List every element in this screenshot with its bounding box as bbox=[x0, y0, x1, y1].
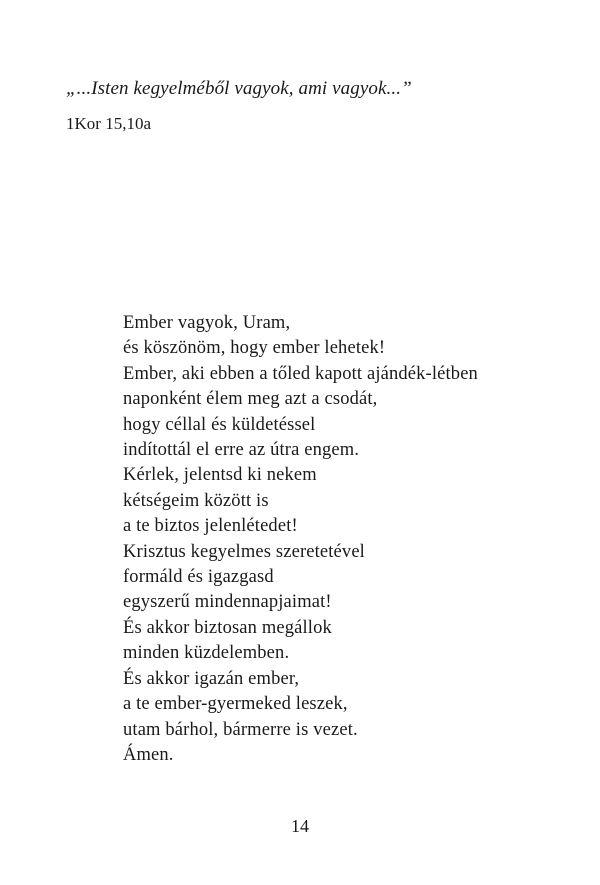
prayer-line: Kérlek, jelentsd ki nekem bbox=[123, 465, 317, 486]
prayer-line: és köszönöm, hogy ember lehetek! bbox=[123, 338, 386, 359]
prayer-line: kétségeim között is bbox=[123, 490, 269, 511]
prayer-line: naponként élem meg azt a csodát, bbox=[123, 389, 378, 410]
prayer-line: Ember vagyok, Uram, bbox=[123, 313, 291, 333]
prayer-text bbox=[123, 311, 563, 768]
prayer-line: Ember, aki ebben a tőled kapott ajándék-létben bbox=[123, 363, 478, 384]
epigraph-quote: „...Isten kegyelméből vagyok, ami vagyok...” bbox=[66, 78, 412, 99]
epigraph-reference: 1Kor 15,10a bbox=[66, 114, 151, 133]
prayer-line: indítottál el erre az útra engem. bbox=[123, 440, 360, 461]
prayer-line: egyszerű mindennapjaimat! bbox=[123, 592, 332, 613]
prayer-line: És akkor igazán ember, bbox=[123, 668, 300, 689]
prayer-line: hogy céllal és küldetéssel bbox=[123, 414, 316, 435]
prayer-line: Ámen. bbox=[123, 744, 174, 765]
prayer-line: a te biztos jelenlétedet! bbox=[123, 516, 298, 537]
prayer-line: Krisztus kegyelmes szeretetével bbox=[123, 541, 365, 562]
prayer-line: formáld és igazgasd bbox=[123, 567, 274, 588]
page-number: 14 bbox=[291, 816, 309, 836]
prayer-line: utam bárhol, bármerre is vezet. bbox=[123, 719, 358, 740]
prayer-line: És akkor biztosan megállok bbox=[123, 617, 332, 638]
prayer-line: a te ember-gyermeked leszek, bbox=[123, 694, 348, 715]
epigraph bbox=[66, 76, 546, 136]
prayer-line: minden küzdelemben. bbox=[123, 643, 290, 664]
